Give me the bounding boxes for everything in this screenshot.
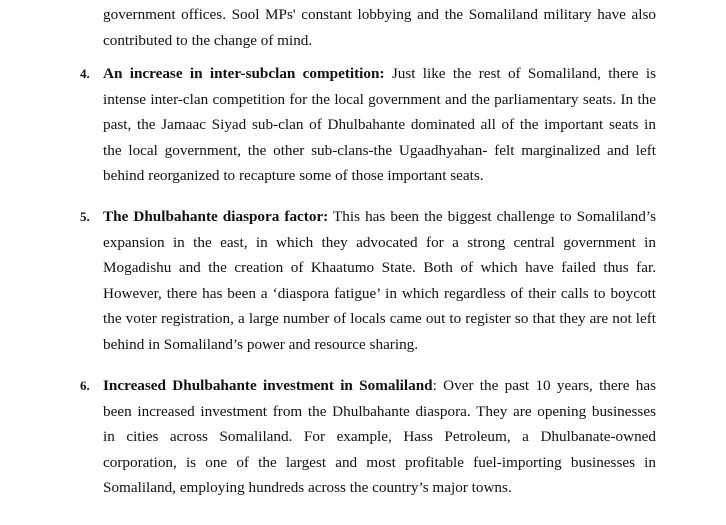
item-6-line-5: Somaliland, employing hundreds across the country’s major towns. [103,479,512,496]
item-5-line-6: behind in Somaliland’s power and resource sharing. [103,336,419,353]
intro-line-2: contributed to the change of mind. [103,32,313,49]
item-4-line-5: behind reorganized to recapture some of those important seats. [103,167,484,184]
item-4-first-rest: Just like the rest of Somaliland, there is [384,65,656,82]
item-6-heading: Increased Dhulbahante investment in Somaliland [103,377,433,394]
item-5-heading: The Dhulbahante diaspora factor: [103,208,329,225]
intro-line-1: government offices. Sool MPs' constant lobbying and the Somaliland military have also [103,6,656,23]
item-4-heading: An increase in inter-subclan competition: [103,65,385,82]
item-4-line-2: intense inter-clan competition for the local government and the parliamentary seats. In the [103,91,656,108]
item-6-line-3: in cities across Somaliland. For example, Hass Petroleum, a Dhulbanate-owned [103,428,656,445]
item-6-number: 6. [80,378,90,393]
item-5-line-3: Mogadishu and the creation of Khaatumo State. Both of which have failed thus far. [103,259,656,276]
item-5-line-5: the voter registration, a large number of locals came out to register so that they are not left [103,310,656,327]
item-6-line-4: corporation, is one of the largest and most profitable fuel-importing businesses in [103,454,656,471]
item-4-line-4: the local government, the other sub-clans-the Ugaadhyahan- felt marginalized and left [103,142,656,159]
item-4-line-3: past, the Jamaac Siyad sub-clan of Dhulbahante dominated all of the important seats in [103,116,656,133]
item-6-first-line [103,376,656,396]
item-5-number: 5. [80,209,90,224]
item-5-line-4: However, there has been a ‘diaspora fatigue’ in which regardless of their calls to boycott [103,285,656,302]
item-6-line-2: been increased investment from the Dhulbahante diaspora. They are opening businesses [103,403,656,420]
item-5-first-line [103,207,656,227]
item-5-line-2: expansion in the east, in which they advocated for a strong central government in [103,234,656,251]
item-4-first-line [103,64,656,84]
item-4-number: 4. [80,66,90,81]
item-5-first-rest: This has been the biggest challenge to Somaliland’s [328,208,656,225]
item-6-first-rest: : Over the past 10 years, there has [432,377,656,394]
